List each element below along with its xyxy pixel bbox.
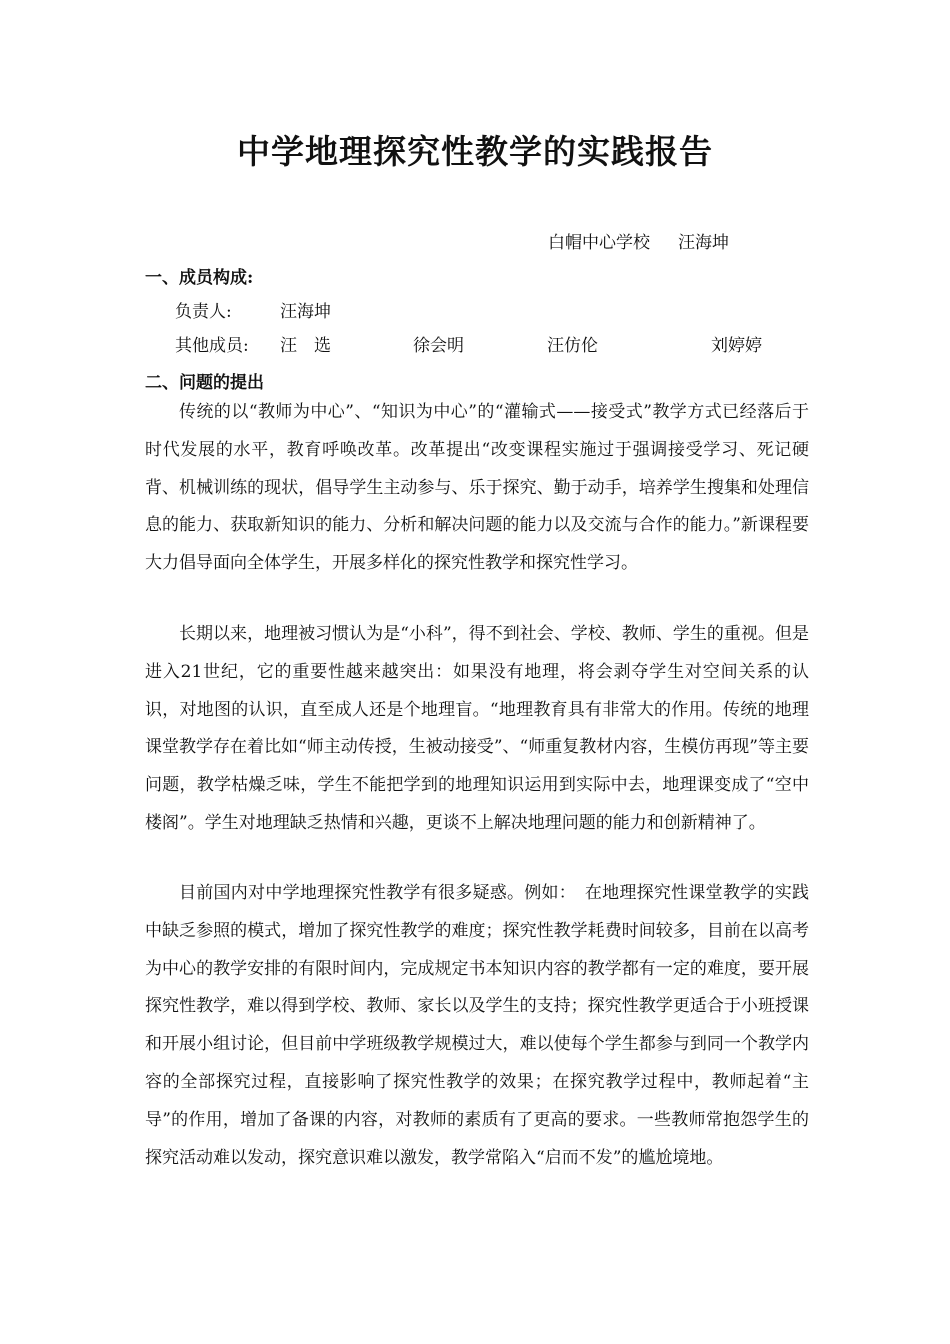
author-line <box>548 228 729 253</box>
leader-label: 负责人: <box>175 302 232 322</box>
section-heading-problem: 二、问题的提出 <box>145 373 264 393</box>
document-title: 中学地理探究性教学的实践报告 <box>237 132 713 171</box>
body-paragraph: 传统的以“教师为中心”、“知识为中心”的“灌输式——接受式”教学方式已经落后于时代发展的水平，教育呼唤改革。改革提出“改变课程实施过于强调接受学习、死记硬背、机械训练的现状，倡导学生主动参与、乐于探究、勤于动手，培养学生搜集和处理信息的能力、获取新知识的能力、分析和解决问题的能力以及交流与合作的能力。”新课程要大力倡导面向全体学生，开展多样化的探究性教学和探究性学习。 <box>145 402 809 574</box>
member-name: 徐会明 <box>413 336 464 356</box>
member-name: 汪仿伦 <box>547 336 598 356</box>
body-paragraph: 长期以来，地理被习惯认为是“小科”，得不到社会、学校、教师、学生的重视。但是进入21世纪，它的重要性越来越突出：如果没有地理，将会剥夺学生对空间关系的认识，对地图的认识，直至成人还是个地理盲。“地理教育具有非常大的作用。传统的地理课堂教学存在着比如“师主动传授，生被动接受”、“师重复教材内容，生模仿再现”等主要问题，教学枯燥乏味，学生不能把学到的地理知识运用到实际中去，地理课变成了“空中楼阁”。学生对地理缺乏热情和兴趣，更谈不上解决地理问题的能力和创新精神了。 <box>145 624 809 833</box>
members-label: 其他成员: <box>175 336 249 356</box>
leader-name: 汪海坤 <box>280 302 331 322</box>
section-heading-members: 一、成员构成: <box>145 268 254 288</box>
member-name: 刘婷婷 <box>711 336 762 356</box>
member-name: 汪 选 <box>280 336 331 356</box>
affiliation: 白帽中心学校 <box>548 233 650 253</box>
body-paragraph: 目前国内对中学地理探究性教学有很多疑惑。例如： 在地理探究性课堂教学的实践中缺乏参照的模式，增加了探究性教学的难度；探究性教学耗费时间较多，目前在以高考为中心的教学安排的有限时间内，完成规定书本知识内容的教学都有一定的难度，要开展探究性教学，难以得到学校、教师、家长以及学生的支持；探究性教学更适合于小班授课和开展小组讨论，但目前中学班级教学规模过大，难以使每个学生都参与到同一个教学内容的全部探究过程，直接影响了探究性教学的效果；在探究教学过程中，教师起着“主导”的作用，增加了备课的内容，对教师的素质有了更高的要求。一些教师常抱怨学生的探究活动难以发动，探究意识难以激发，教学常陷入“启而不发”的尴尬境地。 <box>145 883 809 1168</box>
author-name: 汪海坤 <box>678 233 729 253</box>
